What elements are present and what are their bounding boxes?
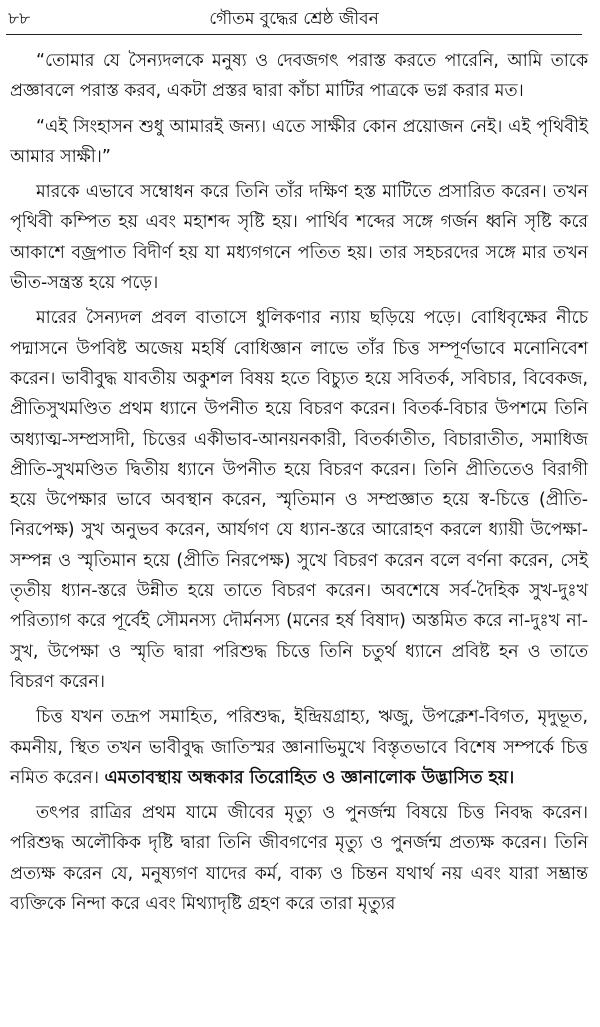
running-title: গৌতম বুদ্ধের শ্রেষ্ঠ জীবন — [209, 9, 379, 29]
paragraph-4: মারের সৈন্যদল প্রবল বাতাসে ধুলিকণার ন্যায় ছড়িয়ে পড়ে। বোধিবৃক্ষের নীচে পদ্মাসনে উপবিষ্ট অজেয় মহর্ষি বোধিজ্ঞান লাভে তাঁর চিত্ত সম্পূর্ণভাবে মনোনিবেশ করেন। ভাবীবুদ্ধ যাবতীয় অকুশল বিষয় হতে বিচ্যুত হয়ে সবিতর্ক, সবিচার, বিবেকজ, প্রীতিসুখমণ্ডিত প্রথম ধ্যানে উপনীত হয়ে বিচরণ করেন। বিতর্ক-বিচার উপশমে তিনি অধ্যাত্ম-সম্প্রসাদী, চিত্তের একীভাব-আনয়নকারী, বিতর্কাতীত, বিচারাতীত, সমাধিজ প্রীতি-সুখমণ্ডিত দ্বিতীয় ধ্যানে উপনীত হয়ে বিচরণ করেন। তিনি প্রীতিতেও বিরাগী হয়ে উপেক্ষার ভাবে অবস্থান করেন, স্মৃতিমান ও সম্প্রজ্ঞাত হয়ে স্ব-চিত্তে (প্রীতি-নিরপেক্ষ) সুখ অনুভব করেন, আর্যগণ যে ধ্যান-স্তরে আরোহণ করলে ধ্যায়ী উপেক্ষা-সম্পন্ন ও স্মৃতিমান হয়ে (প্রীতি নিরপেক্ষ) সুখে বিচরণ করেন বলে বর্ণনা করেন, সেই তৃতীয় ধ্যান-স্তরে উন্নীত হয়ে তাতে বিচরণ করেন। অবশেষে সর্ব-দৈহিক সুখ-দুঃখ পরিত্যাগ করে পূর্বেই সৌমনস্য দৌর্মনস্য (মনের হর্ষ বিষাদ) অস্তমিত করে না-দুঃখ না-সুখ, উপেক্ষা ও স্মৃতি দ্বারা পরিশুদ্ধ চিত্তে তিনি চতুর্থ ধ্যানে প্রবিষ্ট হন ও তাতে বিচরণ করেন। — [10, 308, 588, 692]
page-number: ৮৮ — [8, 9, 31, 29]
paragraph-3: মারকে এভাবে সম্বোধন করে তিনি তাঁর দক্ষিণ হস্ত মাটিতে প্রসারিত করেন। তখন পৃথিবী কম্পিত হয় এবং মহাশব্দ সৃষ্টি হয়। পার্থিব শব্দের সঙ্গে গর্জন ধ্বনি সৃষ্টি করে আকাশে বজ্রপাত বিদীর্ণ হয় যা মধ্যগগনে পতিত হয়। তার সহচরদের সঙ্গে মার তখন ভীত-সন্ত্রস্ত হয়ে পড়ে। — [10, 182, 588, 294]
page-header — [6, 0, 582, 35]
paragraph-1: “তোমার যে সৈন্যদলকে মনুষ্য ও দেবজগৎ পরাস্ত করতে পারেনি, আমি তাকে প্রজ্ঞাবলে পরাস্ত করব, একটা প্রস্তর দ্বারা কাঁচা মাটির পাত্রকে ভগ্ন করার মত। — [10, 51, 588, 102]
paragraph-6: তৎপর রাত্রির প্রথম যামে জীবের মৃত্যু ও পুনর্জন্ম বিষয়ে চিত্ত নিবদ্ধ করেন। পরিশুদ্ধ অলৌকিক দৃষ্টি দ্বারা তিনি জীবগণের মৃত্যু ও পুনর্জন্ম প্রত্যক্ষ করেন। তিনি প্রত্যক্ষ করেন যে, মনুষ্যগণ যাদের কর্ম, বাক্য ও চিন্তন যথার্থ নয় এবং যারা সম্ভ্রান্ত ব্যক্তিকে নিন্দা করে এবং মিথ্যাদৃষ্টি গ্রহণ করে তারা মৃত্যুর — [10, 803, 588, 915]
paragraph-5-text: চিত্ত যখন তদ্রূপ সমাহিত, পরিশুদ্ধ, ইন্দ্রিয়গ্রাহ্য, ঋজু, উপক্লেশ-বিগত, মৃদুভূত, কমনীয়, স্থিত তখন ভাবীবুদ্ধ জাতিস্মর জ্ঞানাভিমুখে বিস্তৃতভাবে বিশেষ সম্পর্কে চিত্ত নমিত করেন। — [10, 707, 588, 788]
paragraph-5 — [10, 702, 588, 793]
body-text — [10, 46, 588, 919]
paragraph-2: “এই সিংহাসন শুধু আমারই জন্য। এতে সাক্ষীর কোন প্রয়োজন নেই। এই পৃথিবীই আমার সাক্ষী।” — [10, 116, 588, 167]
paragraph-5-bold-text: এমতাবস্থায় অন্ধকার তিরোহিত ও জ্ঞানালোক উদ্ভাসিত হয়। — [104, 767, 515, 788]
